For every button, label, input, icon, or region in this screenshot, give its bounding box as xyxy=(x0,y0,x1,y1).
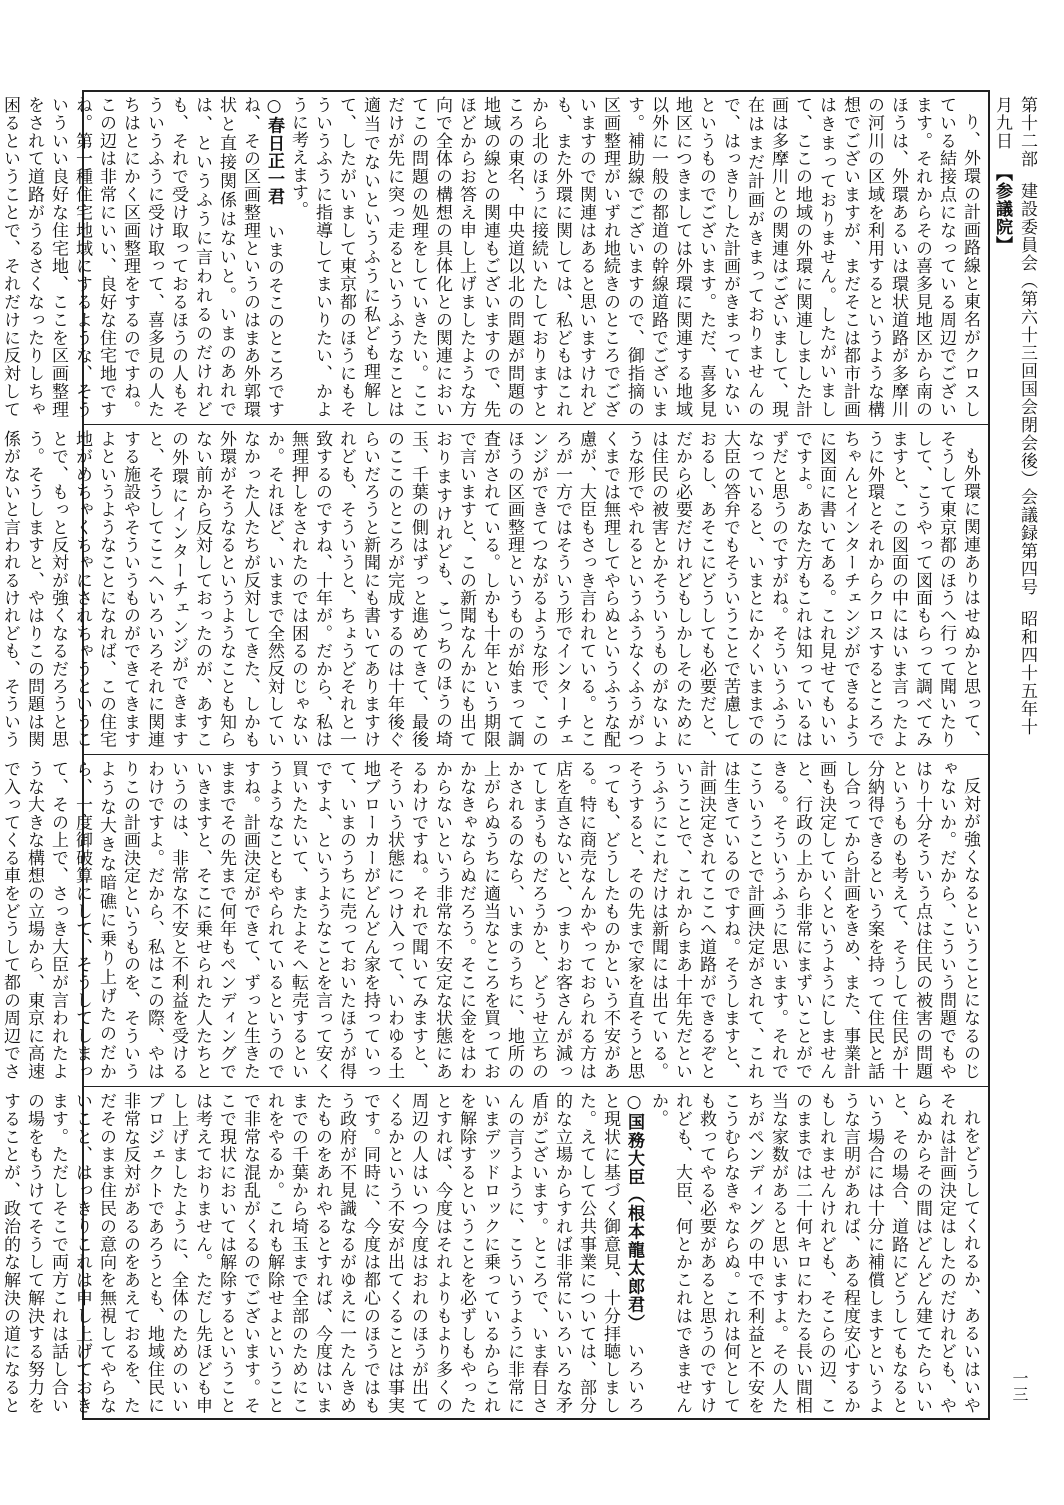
speech-text: いろいろと現状に基づく御意見、十分拝聴しました。えてして公共事業については、部分的な立場からすれば非常にいろいろな矛盾がございます。ところで、いま春日さんの言うように、こういうように非常にいまデッドロックに乗っているからこれを解除するということを必ずしもやったとすれば、今度はそれよりもより多くの周辺の人はいつ今度はおれのほうが出てくるかという不安が出てくることは事実です。同時に、今度は都心のほうではもう政府が不見識なるがゆえに一たんきめたものをあれやるとすれば、今度はいままでの千葉から埼玉まで全部のためにこれをやるか。これも解除せよということで非常な混乱がくるのでございます。そこで現状においては解除するということは考えておりません。ただし先ほども申し上げましたように、全体のためのいいプロジェクトであろうとも、地域住民に非常な反対があるのをあえておるを、ただそのまま住民の意向を無視してやらないこと、はっきりこれは申し上げておきます。ただしそこで両方これは話し合いの場をもうけてそうして解決する努力をすることが、政治的な解決の道になると xyxy=(0,1092,644,1415)
paragraph: も外環に関連ありはせぬかと思って、そうして東京都のほうへ行って聞いたりして、こうやって図面もらって調べてみますと、この図面の中にはいま言ったように外環とそれからクロスするところでちゃんとインターチェンジができるように図面に書いてある。これ見せてもいいですよ。あなた方もこれは知っているはずだと思うのですがね。そういうふうになっていると、いまとにかくいままでの大臣の答弁でもそういうことで苦慮しておるし、あそこにどうしても必要だと、だから必要だけれどもしかしそのためには住民の被害とかそういうものがないような形でやれるというふうなくふうがつくまでは無理してやらぬというふうな配慮が、大臣もさっき言われている。ところが一方ではそういう形でインターチェンジができてつながるような形で、このほうの区画整理というものが始まって調査がされている。しかも十年という期限で言いますと、この新聞なんかにも出ておりますけれども、こっちのほうの埼玉、千葉の側はずっと進めてきて、最後のここのところが完成するのは十年後ぐらいだろうと新聞にも書いてありますけれども、そういうと、ちょうどそれと一致するのですね、十年が。だから、私は無理押しをされたのでは困るのじゃないか。それほど、いままで全然反対していなかった人たちが反対してきた、しかも外環がそうなるというようなことも知らない前から反対しておったのが、あすこの外環にインターチェンジができますと、そうしてここへいろいろそれに関連する施設やそういうものができてきますよというようなことになれば、この住宅地がめちゃくちゃにされちゃうということで、もっと反対が強くなるだろうと思う。そうしますと、やはりこの問題は関係がないと言われるけれども、そういう xyxy=(0,430,980,748)
tier-divider xyxy=(82,424,990,425)
text-tier-2 xyxy=(0,430,982,748)
header-date: 昭和四十五年十月九日 xyxy=(992,96,1037,736)
running-header xyxy=(992,96,1040,736)
header-house: 【参議院】 xyxy=(992,164,1012,254)
speaker-name: ○国務大臣（根本龍太郎君） xyxy=(624,1092,644,1324)
speaker-name: ○春日正一君 xyxy=(264,96,284,206)
text-tier-3 xyxy=(0,760,982,1080)
tier-divider xyxy=(82,1086,990,1087)
paragraph: れをどうしてくれるか、あるいはいやそれは計画決定はしたのだけれども、やらぬからその間はどんどん建てたらいいと、その場合、道路にどうしてもなるという場合には十分に補償しますというような言明があれば、ある程度安心するかもしれませんけれども、そこらの辺、このままでは二十何キロにわたる長い間相当な家数があると思いますよ。その人たちがペンディングの中で不利益と不安をこうむらなきゃならぬ。これは何としても救ってやる必要があると思うのですけれども、大臣、何とかこれはできませんか。 xyxy=(648,1092,980,1414)
speech xyxy=(0,96,286,418)
text-tier-4 xyxy=(0,1092,982,1415)
header-committee: 建設委員会（第六十三回国会閉会後）会議録第四号 xyxy=(1017,182,1037,596)
text-tier-1 xyxy=(0,96,982,419)
page-number: 一三 xyxy=(1010,1370,1029,1402)
tier-divider xyxy=(82,754,990,755)
speech-text: いまのそこのところですね、その区画整理というのはまあ外郭環状と直接関係はないと。いまのあれでは、というふうに言われるのだけれども、それで受け取っておるほうの人もそういうふうに受け取って、喜多見の人たちはとにかく区画整理をするのですね。この辺は非常にいい、良好な住宅地ですね。第一種住宅地域にするような、そういういい良好な住宅地、ここを区画整理をされて道路がうるさくなったりしちゃ困るということで、それだけに反対して xyxy=(0,96,284,419)
speech xyxy=(0,1092,646,1414)
paragraph: り、外環の計画路線と東名がクロスしている結接点になっている周辺でございます。それからその喜多見地区から南のほうは、外環あるいは環状道路が多摩川の河川の区域を利用するというような構想でございますが、まだそこは都市計画はきまっておりません。したがいまして、ここの地域の外環に関連しました計画は多摩川との関連はございまして、現在はまだ計画がきまっておりませんので、はっきりした計画がきまっていないというものでございます。ただ、喜多見地区につきましては外環に関連する地域以外に一般の都道の幹線道路でございます。補助線でございますので、御指摘の区画整理がいずれ地続きのところでございますので関連はあると思いますけれども、また外環に関しては、私どもはこれから北のほうに接続いたしておりますところの東名、中央道以北の問題が問題の地域の線との関連もございますので、先ほどからお答え申し上げましたような方向で全体の構想の具体化との関連においてこの問題の処理をしていきたい。ここだけが先に突っ走るというふうなことは適当でないというふうに私ども理解して、したがいまして東京都のほうにもそういうふうに指導してまいりたい、かように考えます。 xyxy=(288,96,980,418)
paragraph: 反対が強くなるということになるのじゃないか。だから、こういう問題でもやはり十分そういう点は住民の被害の問題というものも考えて、そうして住民が十分納得できるという案を持って住民と話し合ってから計画をきめ、また、事業計画も決定していくというようにしませんと、行政の上から非常にまずいことができる。そういうふうに思います。それでこういうことで計画決定がされて、これは生きているのですね。そうしますと、計画決定されてここへ道路ができるぞということで、これからまあ十年先だというふうにこれだけは新聞には出ている。そうすると、その先まで家を直そうと思っても、どうしたものかという不安がある。特に商売なんかやっておられる方は店を直さないと、つまりお客さんが減ってしまうものだろうかと、どうせ立ちのかされるのなら、いまのうちに、地所の上がらぬうちに適当なところを買っておかなきゃならぬだろう。そこに金をはわからないという非常な不安定な状態にあるわけですね。それで聞いてみますと、そういう状態につけ入って、いわゆる土地ブローカーがどんどん家を持っていって、いまのうちに売っておいたほうが得ですよ、というようなことを言って安く買いたたいて、またよそへ転売するというようなこともやられているというのですね。計画決定ができて、ずっと生きたままでその先まで何年もペンディングでいきますと、そこに乗せられた人たちというのは、非常な不安と不利益を受けるわけですよ。だから、私はこの際、やはりこの計画決定というものを、そういうような大きな暗礁に乗り上げたのだから、一度御破算にして、そうしてしまって、その上で、さっき大臣が言われたような大きな構想の立場から、東京に高速で入ってくる車をどうして都の周辺でさ xyxy=(0,760,980,1080)
header-part: 第十二部 xyxy=(1017,96,1037,168)
